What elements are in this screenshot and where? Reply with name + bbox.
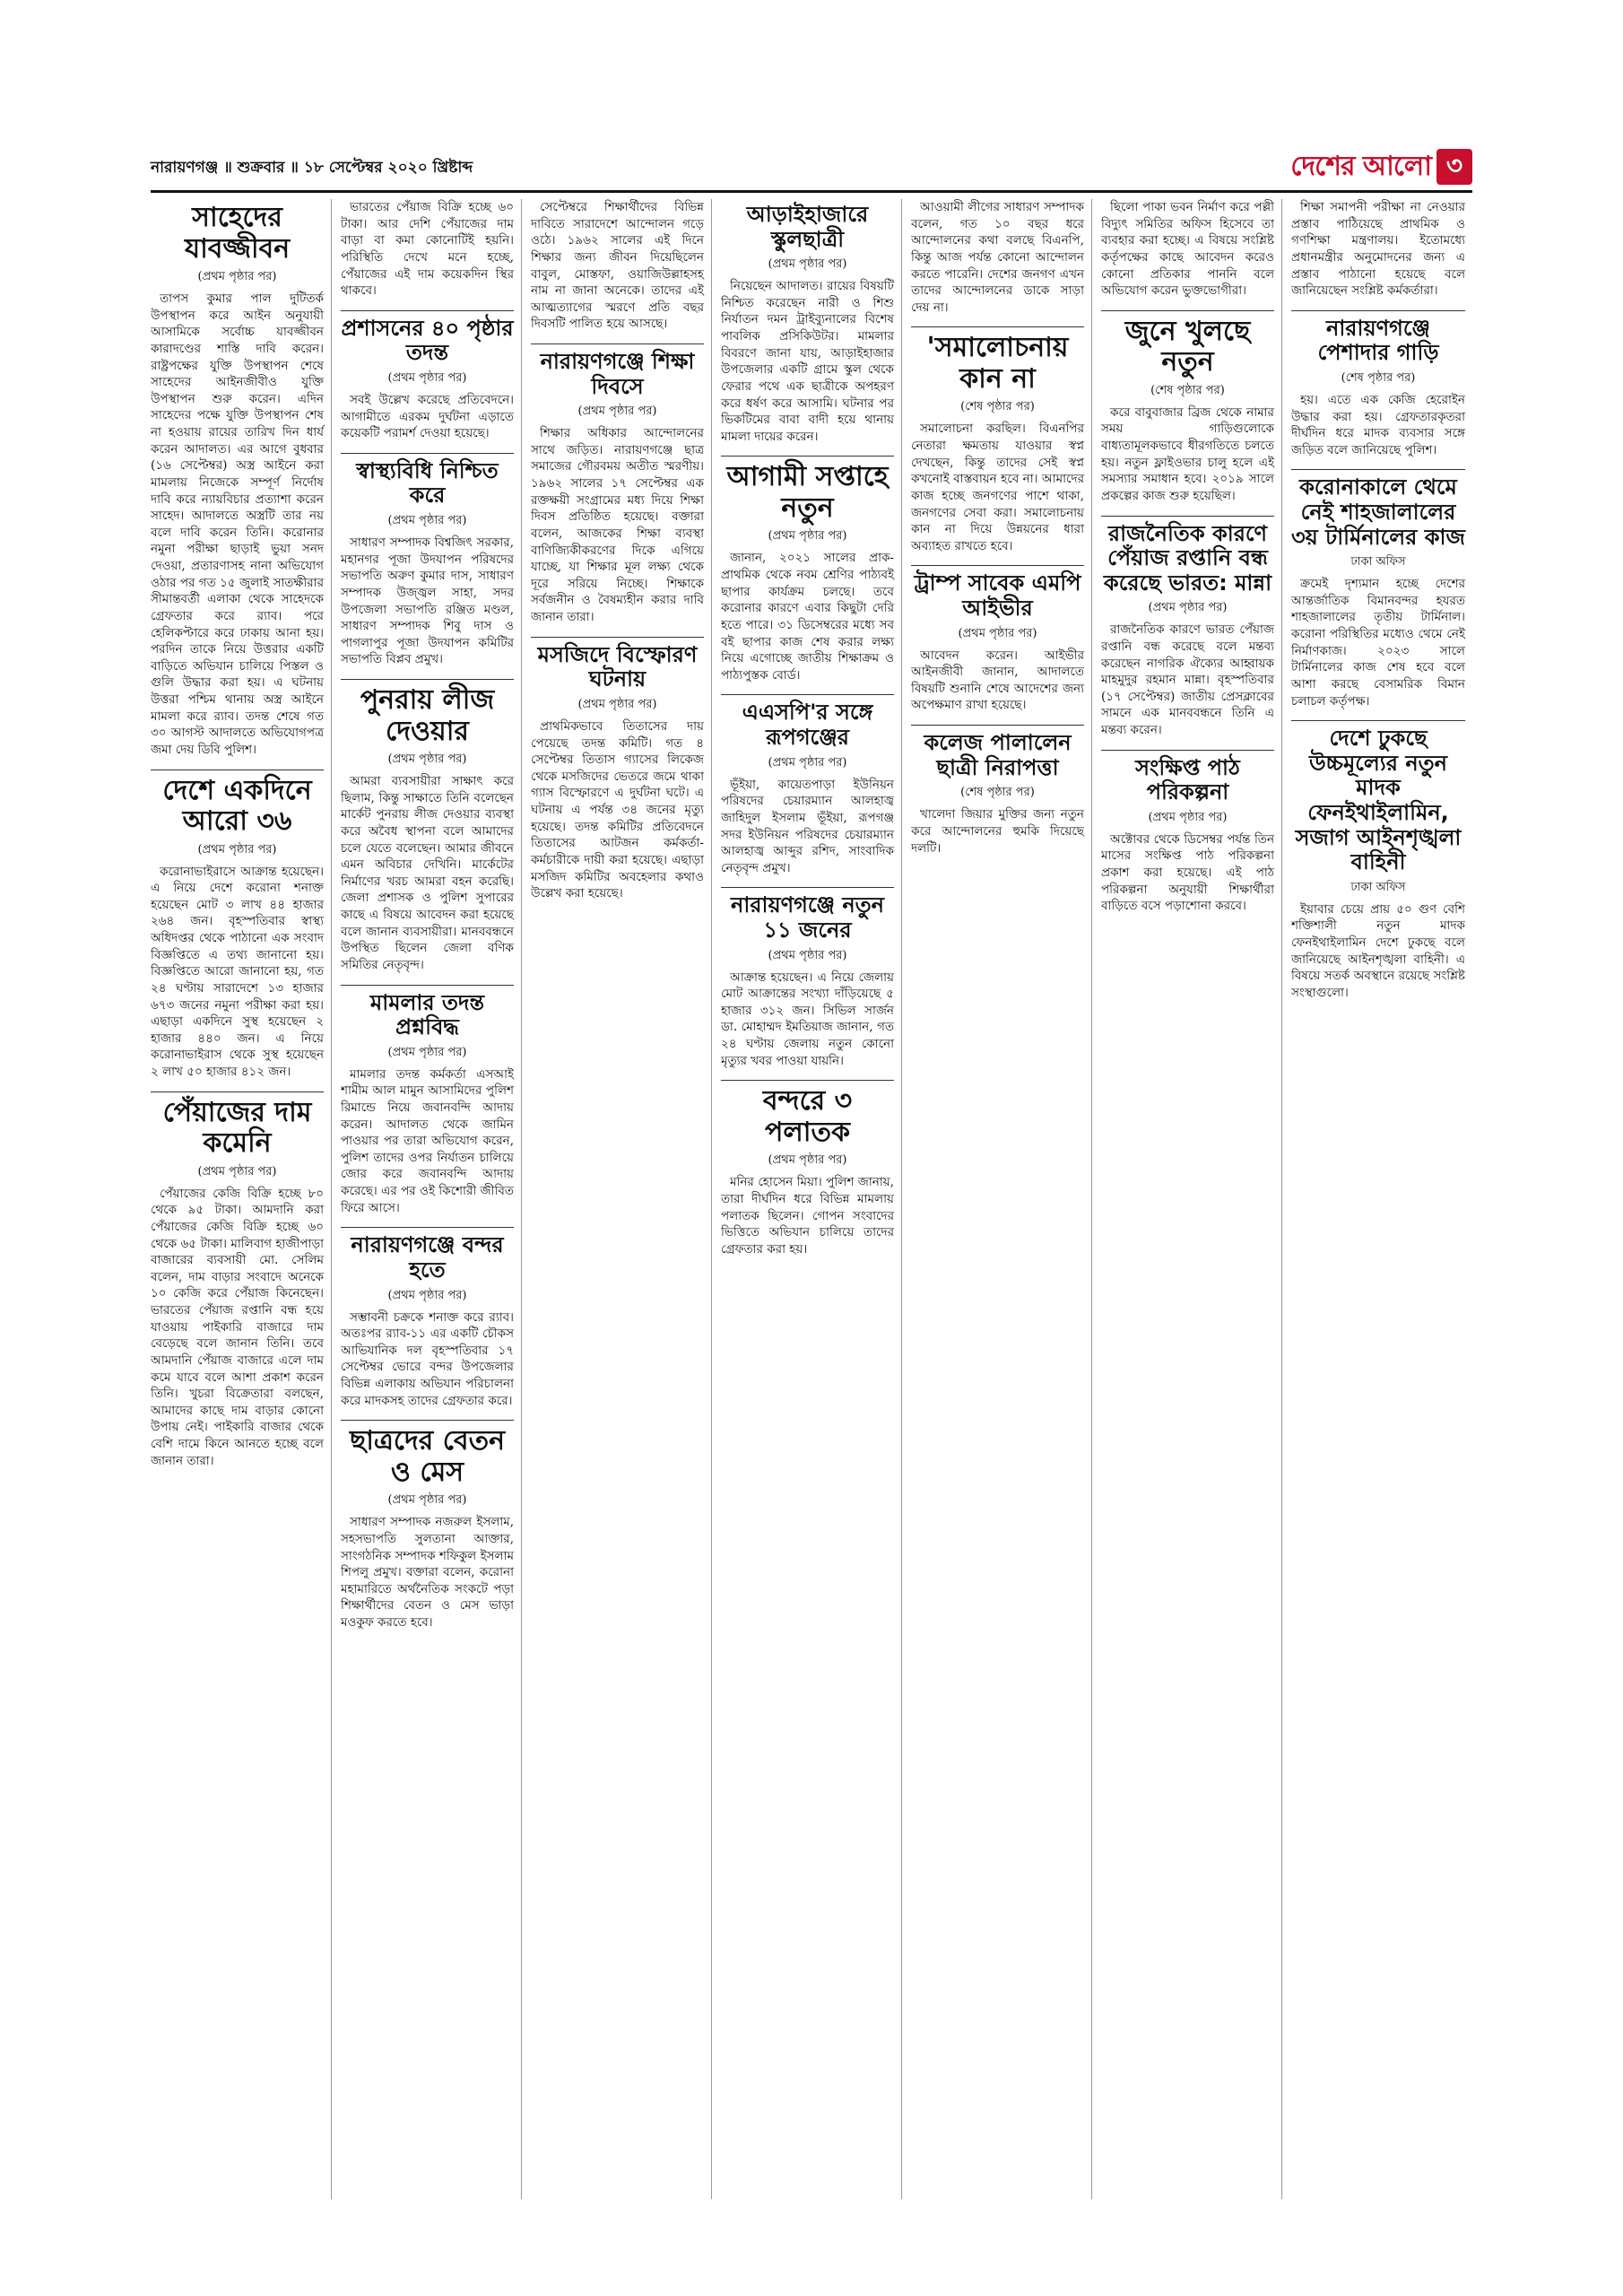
article-body [531,718,704,902]
article-divider [721,1080,894,1081]
article-continuation-note: (প্রথম পৃষ্ঠার পর) [387,1045,467,1059]
article-body [911,421,1084,554]
article [341,1426,514,1631]
article-headline: নারায়ণগঞ্জে পেশাদার গাড়ি [1317,315,1439,366]
article-divider [1291,469,1465,470]
article-paragraph: ইয়াবার চেয়ে প্রায় ৫০ গুণ বেশি শক্তিশালী নতুন মাদক ফেনইথাইলামিন দেশে ঢুকছে বলে জানিয়েছে আইনশৃঙ্খলা বাহিনী। এ বিষয়ে সতর্ক অবস্থানে রয়েছে সংশ্লিষ্ট সংস্থাগুলো। [1291,901,1465,1000]
column-5 [911,199,1092,2199]
article-paragraph: মনির হোসেন মিয়া। পুলিশ জানায়, তারা দীর্ঘদিন ধরে বিভিন্ন মামলায় পলাতক ছিলেন। গোপন সংবাদের ভিত্তিতে অভিযান চালিয়ে তাদের গ্রেফতার করা হয়। [721,1175,894,1257]
article-paragraph: খালেদা জিয়ার মুক্তির জন্য নতুন করে আন্দোলনের হুমকি দিয়েছে দলটি। [911,807,1084,856]
article-body [1291,576,1465,709]
article-divider [911,565,1084,566]
article-body [721,550,894,683]
logo-text: দেশের আলো [1290,150,1431,182]
column-7 [1291,199,1472,2199]
article-divider [721,694,894,695]
date-line: নারায়ণগঞ্জ ॥ শুক্রবার ॥ ১৮ সেপ্টেম্বর ২০২০ খ্রিষ্টাব্দ [151,159,473,177]
article [1101,199,1274,300]
article-continuation-note: (প্রথম পৃষ্ঠার পর) [387,752,467,766]
article-divider [341,1420,514,1421]
article [1291,199,1465,300]
article-paragraph: সমালোচনা করছিল। বিএনপির নেতারা ক্ষমতায় যাওয়ার স্বপ্ন দেখছেন, কিন্তু তাদের সেই স্বপ্ন কখনোই বাস্তবায়ন হবে না। আমাদের কাজ হচ্ছে জনগণের পাশে থাকা, জনগণের সেবা করা। সমালোচনায় কান না দিয়ে উন্নয়নের ধারা অব্যাহত রাখতে হবে। [911,422,1084,553]
article-paragraph: মামলার তদন্ত কর্মকর্তা এসআই শামীম আল মামুন আসামিদের পুলিশ রিমান্ডে নিয়ে জবানবন্দি আদায় করেন। আদালত থেকে জামিন পাওয়ার পর তারা অভিযোগ করেন, পুলিশ তাদের ওপর নির্যাতন চালিয়ে জোর করে জবানবন্দি আদায় করেছে। এর পর ওই কিশোরী জীবিত ফিরে আসে। [341,1066,514,1215]
article-headline: কলেজ পালালেন ছাত্রী নিরাপত্তা [924,730,1072,780]
article-paragraph: রাজনৈতিক কারণে ভারত পেঁয়াজ রপ্তানি বন্ধ করেছে বলে মন্তব্য করেছেন নাগরিক ঐক্যের আহ্বায়ক মাহমুদুর রহমান মান্না। বৃহস্পতিবার (১৭ সেপ্টেম্বর) জাতীয় প্রেসক্লাবের সামনে এক মানববন্ধনে তিনি এ মন্তব্য করেন। [1101,622,1274,738]
article-paragraph: ক্রমেই দৃশ্যমান হচ্ছে দেশের আন্তর্জাতিক বিমানবন্দর হযরত শাহজালালের তৃতীয় টার্মিনাল। করোনা পরিস্থিতির মধ্যেও থেমে নেই নির্মাণকাজ। ২০২৩ সালে টার্মিনালের কাজ শেষ হবে বলে আশা করছে বেসামরিক বিমান চলাচল কর্তৃপক্ষ। [1291,577,1465,709]
article-paragraph: প্রাথমিকভাবে তিতাসের দায় পেয়েছে তদন্ত কমিটি। গত ৪ সেপ্টেম্বর তিতাস গ্যাসের লিকেজ থেকে মসজিদের ভেতরে জমে থাকা গ্যাস বিস্ফোরণে এ দুর্ঘটনা ঘটে। এ ঘটনায় এ পর্যন্ত ৩৪ জনের মৃত্যু হয়েছে। তদন্ত কমিটির প্রতিবেদনে তিতাসের আটজন কর্মকর্তা-কর্মচারীকে দায়ী করা হয়েছে। এছাড়া মসজিদ কমিটির অবহেলার কথাও উল্লেখ করা হয়েছে। [531,718,704,901]
article-columns [151,199,1472,2199]
article-continuation-note: (শেষ পৃষ্ঠার পর) [960,786,1035,800]
article-body [341,535,514,668]
article-divider [721,887,894,888]
article-paragraph: সাধারণ সম্পাদক বিশ্বজিৎ সরকার, মহানগর পূজা উদযাপন পরিষদের সভাপতি অরুণ কুমার দাস, সাধারণ সম্পাদক উজ্জ্বল সাহা, সদর উপজেলা সভাপতি রঞ্জিত মণ্ডল, সাধারণ সম্পাদক শিবু দাস ও পাগলাপুর পূজা উদযাপন কমিটির সভাপতি বিপ্লব প্রমুখ। [341,535,514,667]
article-paragraph: করে বাবুবাজার ব্রিজ থেকে নামার সময় গাড়িগুলোকে বাধ্যতামূলকভাবে ধীরগতিতে চলতে হয়। নতুন ফ্লাইওভার চালু হলে এই সমস্যার সমাধান হবে। ২০১৯ সালে প্রকল্পের কাজ শুরু হয়েছিল। [1101,404,1274,503]
article [341,1233,514,1409]
article-headline: মামলার তদন্ত প্রশ্নবিদ্ধ [369,989,485,1040]
article-body [911,648,1084,715]
article-headline: দেশে ঢুকছে উচ্চমূল্যের নতুন মাদক ফেনইথাইলামিন, সজাগ আইনশৃঙ্খলা বাহিনী [1295,726,1462,875]
article-continuation-note: (প্রথম পৃষ্ঠার পর) [768,1153,847,1168]
article-body [1101,831,1274,915]
article-continuation-note: ঢাকা অফিস [1350,555,1406,570]
article-divider [911,326,1084,327]
article-paragraph: পেঁয়াজের কেজি বিক্রি হচ্ছে ৮০ থেকে ৯৫ টাকা। আমদানি করা পেঁয়াজের কেজি বিক্রি হচ্ছে ৬০ থেকে ৬৫ টাকা। মালিবাগ হাজীপাড়া বাজারের ব্যবসায়ী মো. সেলিম বলেন, দাম বাড়ার সংবাদে অনেকে ১০ কেজি করে পেঁয়াজ কিনেছেন। ভারতের পেঁয়াজ রপ্তানি বন্ধ হয়ে যাওয়ায় পাইকারি বাজারে দাম বেড়েছে বলে জানান তিনি। তবে আমদানি পেঁয়াজ বাজারে এলে দাম কমে যাবে বলে আশা প্রকাশ করেন তিনি। খুচরা বিক্রেতারা বলছেন, আমাদের কাছে দাম বাড়ার কোনো উপায় নেই। পাইকারি বাজার থেকে বেশি দামে কিনে আনতে হচ্ছে বলে জানান তারা। [151,1186,324,1468]
article-continuation-note: (প্রথম পৃষ্ঠার পর) [768,755,847,770]
article [721,1086,894,1257]
article-body [1291,392,1465,459]
article-continuation-note: (প্রথম পৃষ্ঠার পর) [387,1288,467,1302]
article-continuation-note: (প্রথম পৃষ্ঠার পর) [197,842,277,857]
article-headline: স্বাস্থ্যবিধি নিশ্চিত করে [356,457,499,509]
article-paragraph: সেপ্টেম্বরে শিক্ষার্থীদের বিভিন্ন দাবিতে সারাদেশে আন্দোলন গড়ে ওঠে। ১৯৬২ সালের এই দিনে শিক্ষার জন্য জীবন দিয়েছিলেন বাবুল, মোস্তফা, ওয়াজিউল্লাহসহ নাম না জানা অনেকে। তাদের এই আত্মত্যাগের স্মরণে প্রতি বছর দিবসটি পালিত হয়ে আসছে। [531,200,704,332]
article-body [911,806,1084,857]
article-divider [1101,310,1274,311]
article-paragraph: হয়। এতে এক কেজি হেরোইন উদ্ধার করা হয়। গ্রেফতারকৃতরা দীর্ঘদিন ধরে মাদক ব্যবসার সঙ্গে জড়িত বলে জানিয়েছে পুলিশ। [1291,392,1465,457]
article-body [341,1514,514,1631]
article-paragraph: আবেদন করেন। আইভীর আইনজীবী জানান, আদালতে বিষয়টি শুনানি শেষে আদেশের জন্য অপেক্ষমাণ রাখা হয়েছে। [911,648,1084,713]
article [1291,475,1465,709]
article-body [721,1174,894,1257]
article-paragraph: আওয়ামী লীগের সাধারণ সম্পাদক বলেন, গত ১০ বছর ধরে আন্দোলনের কথা বলছে বিএনপি, কিন্তু আজ পর্যন্ত কোনো আন্দোলন করতে পারেনি। দেশের জনগণ এখন তাদের আন্দোলনের ডাকে সাড়া দেয় না। [911,200,1084,315]
article [911,333,1084,554]
article-headline: এএসপি'র সঙ্গে রূপগঞ্জের [742,700,873,751]
article-continuation-note: (প্রথম পৃষ্ঠার পর) [197,1164,277,1178]
article-continuation-note: (শেষ পৃষ্ঠার পর) [1341,370,1416,385]
article-paragraph: শিক্ষার অধিকার আন্দোলনের সাথে জড়িত। নারায়ণগঞ্জে ছাত্র সমাজের গৌরবময় অতীত স্মরণীয়। ১৯৬২ সালের ১৭ সেপ্টেম্বর এক রক্তক্ষয়ী সংগ্রামের মধ্য দিয়ে শিক্ষা দিবস প্রতিষ্ঠিত হয়েছে। বক্তারা বলেন, আজকের শিক্ষা ব্যবস্থা বাণিজ্যিকীকরণের দিকে এগিয়ে যাচ্ছে, যা শিক্ষার মূল লক্ষ্য থেকে দূরে সরিয়ে নিচ্ছে। শিক্ষাকে সর্বজনীন ও বৈষম্যহীন করার দাবি জানান তারা। [531,426,704,625]
page-number: ৩ [1436,149,1472,185]
article [1291,317,1465,459]
newspaper-logo [1290,147,1472,187]
article [721,700,894,876]
article-divider [1291,720,1465,721]
article-headline: ট্রাম্প সাবেক এমপি আইভীর [914,570,1081,621]
article-headline: করোনাকালে থেমে নেই শাহজালালের ৩য় টার্মিনালের কাজ [1291,474,1465,550]
article-body [341,392,514,442]
article-paragraph: তাপস কুমার পাল দুটিতর্ক উপস্থাপন করে আইন অনুযায়ী আসামিকে সর্বোচ্চ যাবজ্জীবন কারাদণ্ডের শাস্তি দাবি করেন। রাষ্ট্রপক্ষের যুক্তি উপস্থাপন শেষে সাহেদের আইনজীবীও যুক্তি উপস্থাপন শুরু করেন। এদিন সাহেদের পক্ষে যুক্তি উপস্থাপন শেষ না হওয়ায় রায়ের তারিখ দিন ধার্য করেন আদালত। এর আগে বুধবার (১৬ সেপ্টেম্বর) অস্ত্র আইনে করা মামলায় নিজেকে সম্পূর্ণ নির্দোষ দাবি করে ন্যায়বিচার প্রত্যাশা করেন সাহেদ। আদালতে অস্ত্রটি তার নয় বলে দাবি করেন তিনি। করোনার নমুনা পরীক্ষা ছাড়াই ভুয়া সনদ দেওয়া, প্রতারণাসহ নানা অভিযোগ ওঠার পর গত ১৫ জুলাই সাতক্ষীরার সীমান্তবর্তী এলাকা থেকে সাহেদকে গ্রেফতার করে র‍্যাব। পরে হেলিকপ্টারে করে ঢাকায় আনা হয়। পরদিন তাকে নিয়ে উত্তরার একটি বাড়িতে অভিযান চালিয়ে পিস্তল ও গুলি উদ্ধার করা হয়। এ ঘটনায় উত্তরা পশ্চিম থানায় অস্ত্র আইনে মামলা করে র‍্যাব। তদন্ত শেষে গত ৩০ আগস্ট আদালতে অভিযোগপত্র জমা দেয় ডিবি পুলিশ। [151,291,324,757]
article-headline: বন্দরে ৩ পলাতক [762,1085,853,1148]
article [341,317,514,442]
article-headline: নারায়ণগঞ্জে শিক্ষা দিবসে [540,349,695,399]
article-headline: 'সমালোচনায় কান না [926,332,1069,395]
article-body [341,1309,514,1410]
article-continuation-note: (প্রথম পৃষ্ঠার পর) [768,529,847,544]
article [341,991,514,1217]
article-continuation-note: (প্রথম পৃষ্ঠার পর) [958,626,1037,640]
article-continuation-note: (প্রথম পৃষ্ঠার পর) [387,1493,467,1508]
article-divider [151,1091,324,1092]
article [721,893,894,1069]
article-paragraph: শিক্ষা সমাপনী পরীক্ষা না নেওয়ার প্রস্তাব পাঠিয়েছে প্রাথমিক ও গণশিক্ষা মন্ত্রণালয়। ইতোমধ্যে প্রধানমন্ত্রীর অনুমোদনের জন্য এ প্রস্তাব পাঠানো হয়েছে বলে জানিয়েছেন সংশ্লিষ্ট কর্মকর্তারা। [1291,200,1465,299]
article-continuation-note: (প্রথম পৃষ্ঠার পর) [577,697,657,711]
article-body [721,970,894,1070]
article-body [721,777,894,877]
article-paragraph: অক্টোবর থেকে ডিসেম্বর পর্যন্ত তিন মাসের সংক্ষিপ্ত পাঠ পরিকল্পনা প্রকাশ করা হয়েছে। এই পাঠ পরিকল্পনা অনুযায়ী শিক্ষার্থীরা বাড়িতে বসে পড়াশোনা করবে। [1101,831,1274,914]
article-body [341,773,514,974]
article-paragraph: সবই উল্লেখ করেছে প্রতিবেদনে। আগামীতে এরকম দুর্ঘটনা এড়াতে কয়েকটি পরামর্শ দেওয়া হয়েছে। [341,392,514,441]
column-4 [721,199,902,2199]
masthead [151,147,1472,193]
article [151,203,324,759]
article-divider [1291,310,1465,311]
article-body [1101,404,1274,505]
article-body [341,199,514,300]
article-headline: জুনে খুলছে নতুন [1124,315,1251,378]
article-headline: পেঁয়াজের দাম কমেনি [162,1096,312,1160]
article-body [341,1066,514,1217]
column-1 [151,199,332,2199]
article-headline: আগামী সপ্তাহে নতুন [726,461,889,524]
article-headline: মসজিদে বিস্ফোরণ ঘটনায় [537,641,698,692]
article [1101,522,1274,739]
article-paragraph: ভারতের পেঁয়াজ বিক্রি হচ্ছে ৬০ টাকা। আর দেশি পেঁয়াজের দাম বাড়া বা কমা কোনোটিই হয়নি। পরিস্থিতি দেখে মনে হচ্ছে, পেঁয়াজের এই দাম কয়েকদিন স্থির থাকবে। [341,200,514,299]
article [721,462,894,683]
article-headline: রাজনৈতিক কারণে পেঁয়াজ রপ্তানি বন্ধ করেছে ভারত: মান্না [1103,520,1272,596]
article-divider [341,1227,514,1228]
article-body [911,199,1084,316]
article-paragraph: নিয়েছেন আদালত। রায়ের বিষয়টি নিশ্চিত করেছেন নারী ও শিশু নির্যাতন দমন ট্রাইব্যুনালের বিশেষ পাবলিক প্রসিকিউটর। মামলার বিবরণে জানা যায়, আড়াইহাজার উপজেলার একটি গ্রামে স্কুল থেকে ফেরার পথে এক ছাত্রীকে অপহরণ করে ধর্ষণ করে আসামি। ঘটনার পর ভিকটিমের বাবা বাদী হয়ে থানায় মামলা দায়ের করেন। [721,279,894,444]
article [911,571,1084,714]
column-6 [1101,199,1282,2199]
article-headline: সংক্ষিপ্ত পাঠ পরিকল্পনা [1135,754,1240,805]
article-divider [341,310,514,311]
article-headline: দেশে একদিনে আরো ৩৬ [162,774,312,837]
article [1101,756,1274,915]
article-headline: আড়াইহাজারে স্কুলছাত্রী [746,202,869,252]
article-continuation-note: (প্রথম পৃষ্ঠার পর) [1148,810,1228,824]
article-continuation-note: (প্রথম পৃষ্ঠার পর) [197,270,277,283]
article-divider [341,679,514,680]
article-headline: নারায়ণগঞ্জে নতুন ১১ জনের [731,892,884,943]
article-continuation-note: (প্রথম পৃষ্ঠার পর) [768,948,847,962]
article-headline: ছাত্রদের বেতন ও মেস [350,1425,505,1488]
article-continuation-note: ঢাকা অফিস [1350,880,1406,894]
article-body [1291,199,1465,300]
article-divider [341,453,514,454]
article-body [1101,199,1274,300]
article-divider [1101,516,1274,517]
article-continuation-note: (শেষ পৃষ্ঠার পর) [960,400,1035,414]
article-body [721,278,894,445]
article-body [151,1186,324,1470]
article [341,459,514,668]
article [911,199,1084,316]
article [531,643,704,902]
article [1291,726,1465,1001]
column-3 [531,199,712,2199]
article [721,203,894,445]
article-paragraph: সম্ভাবনী চক্রকে শনাক্ত করে র‍্যাব। অতঃপর র‍্যাব-১১ এর একটি চৌকস আভিযানিক দল বৃহস্পতিবার ১৭ সেপ্টেম্বর ভোরে বন্দর উপজেলার বিভিন্ন এলাকায় অভিযান পরিচালনা করে মাদকসহ তাদের গ্রেফতার করে। [341,1309,514,1408]
article-divider [531,637,704,638]
article [531,350,704,626]
article-paragraph: ভূঁইয়া, কায়েতপাড়া ইউনিয়ন পরিষদের চেয়ারম্যান আলহাজ্ব জাহিদুল ইসলাম ভূঁইয়া, রূপগঞ্জ সদর ইউনিয়ন পরিষদের চেয়ারম্যান আলহাজ্ব আব্দুর রশিদ, সাংবাদিক নেতৃবৃন্দ প্রমুখ। [721,777,894,875]
article-continuation-note: (প্রথম পৃষ্ঠার পর) [768,257,847,272]
article-headline: নারায়ণগঞ্জে বন্দর হতে [351,1232,504,1283]
article [341,685,514,974]
article-paragraph: ছিলো পাকা ভবন নির্মাণ করে পল্লী বিদ্যুৎ সমিতির অফিস হিসেবে তা ব্যবহার করা হচ্ছে। এ বিষয়ে সংশ্লিষ্ট কর্তৃপক্ষের কাছে আবেদন করেও কোনো প্রতিকার পাননি বলে অভিযোগ করেন ভুক্তভোগীরা। [1101,200,1274,299]
article [341,199,514,300]
article-divider [721,456,894,457]
article [531,199,704,333]
article [911,731,1084,857]
article-body [151,291,324,759]
article-paragraph: আক্রান্ত হয়েছেন। এ নিয়ে জেলায় মোট আক্রান্তের সংখ্যা দাঁড়িয়েছে ৫ হাজার ৩১২ জন। সিভিল সার্জন ডা. মোহাম্মদ ইমতিয়াজ জানান, গত ২৪ ঘণ্টায় জেলায় নতুন কোনো মৃত্যুর খবর পাওয়া যায়নি। [721,970,894,1068]
article-continuation-note: (প্রথম পৃষ্ঠার পর) [387,370,467,385]
article [1101,317,1274,505]
article-paragraph: আমরা ব্যবসায়ীরা সাক্ষাৎ করে ছিলাম, কিন্তু সাক্ষাতে তিনি বলেছেন মার্কেট পুনরায় লীজ দেওয়ার ব্যবস্থা করে অবৈধ স্থাপনা বলে আমাদের চলে যেতে বলেছেন। আমার জীবনে এমন অবিচার দেখিনি। মার্কেটের নির্মাণের খরচ আমরা বহন করেছি। জেলা প্রশাসক ও পুলিশ সুপারের কাছে এ বিষয়ে আবেদন করা হয়েছে বলে জানান ব্যবসায়ীরা। মানববন্ধনে উপস্থিত ছিলেন জেলা বণিক সমিতির নেতৃবৃন্দ। [341,774,514,972]
article-headline: প্রশাসনের ৪০ পৃষ্ঠার তদন্ত [341,315,514,366]
article-body [1291,901,1465,1002]
article-body [1101,622,1274,738]
article [151,776,324,1081]
article-body [151,864,324,1081]
article-continuation-note: (শেষ পৃষ্ঠার পর) [1150,383,1225,397]
article-continuation-note: (প্রথম পৃষ্ঠার পর) [577,404,657,419]
article-divider [341,985,514,986]
article-paragraph: জানান, ২০২১ সালের প্রাক-প্রাথমিক থেকে নবম শ্রেণির পাঠ্যবই ছাপার কার্যক্রম চলছে। তবে করোনার কারণে এবার কিছুটা দেরি হতে পারে। ৩১ ডিসেম্বরের মধ্যে সব বই ছাপার কাজ শেষ করার লক্ষ্য নিয়ে এগোচ্ছে জাতীয় শিক্ষাক্রম ও পাঠ্যপুস্তক বোর্ড। [721,551,894,683]
article-continuation-note: (প্রথম পৃষ্ঠার পর) [387,514,467,527]
column-2 [341,199,522,2199]
article-divider [911,725,1084,726]
article-continuation-note: (প্রথম পৃষ্ঠার পর) [1148,601,1228,615]
article-divider [1101,750,1274,751]
article-paragraph: করোনাভাইরাসে আক্রান্ত হয়েছেন। এ নিয়ে দেশে করোনা শনাক্ত হয়েছেন মোট ৩ লাখ ৪৪ হাজার ২৬৪ জন। বৃহস্পতিবার স্বাস্থ্য অধিদপ্তর থেকে পাঠানো এক সংবাদ বিজ্ঞপ্তিতে এ তথ্য জানানো হয়। বিজ্ঞপ্তিতে আরো জানানো হয়, গত ২৪ ঘণ্টায় সারাদেশে ১৩ হাজার ৬৭৩ জনের নমুনা পরীক্ষা করা হয়। এছাড়া একদিনে সুস্থ হয়েছেন ২ হাজার ৪৪০ জন। এ নিয়ে করোনাভাইরাস থেকে সুস্থ হয়েছেন ২ লাখ ৫০ হাজার ৪১২ জন। [151,864,324,1079]
article-headline: পুনরায় লীজ দেওয়ার [360,684,495,747]
article-headline: সাহেদের যাবজ্জীবন [184,202,291,265]
article-paragraph: সাধারণ সম্পাদক নজরুল ইসলাম, সহসভাপতি সুলতানা আক্তার, সাংগঠনিক সম্পাদক শফিকুল ইসলাম শিপলু প্রমুখ। বক্তারা বলেন, করোনা মহামারিতে অর্থনৈতিক সংকটে পড়া শিক্ষার্থীদের বেতন ও মেস ভাড়া মওকুফ করতে হবে। [341,1515,514,1630]
article-body [531,199,704,333]
article [151,1098,324,1470]
article-body [531,425,704,626]
